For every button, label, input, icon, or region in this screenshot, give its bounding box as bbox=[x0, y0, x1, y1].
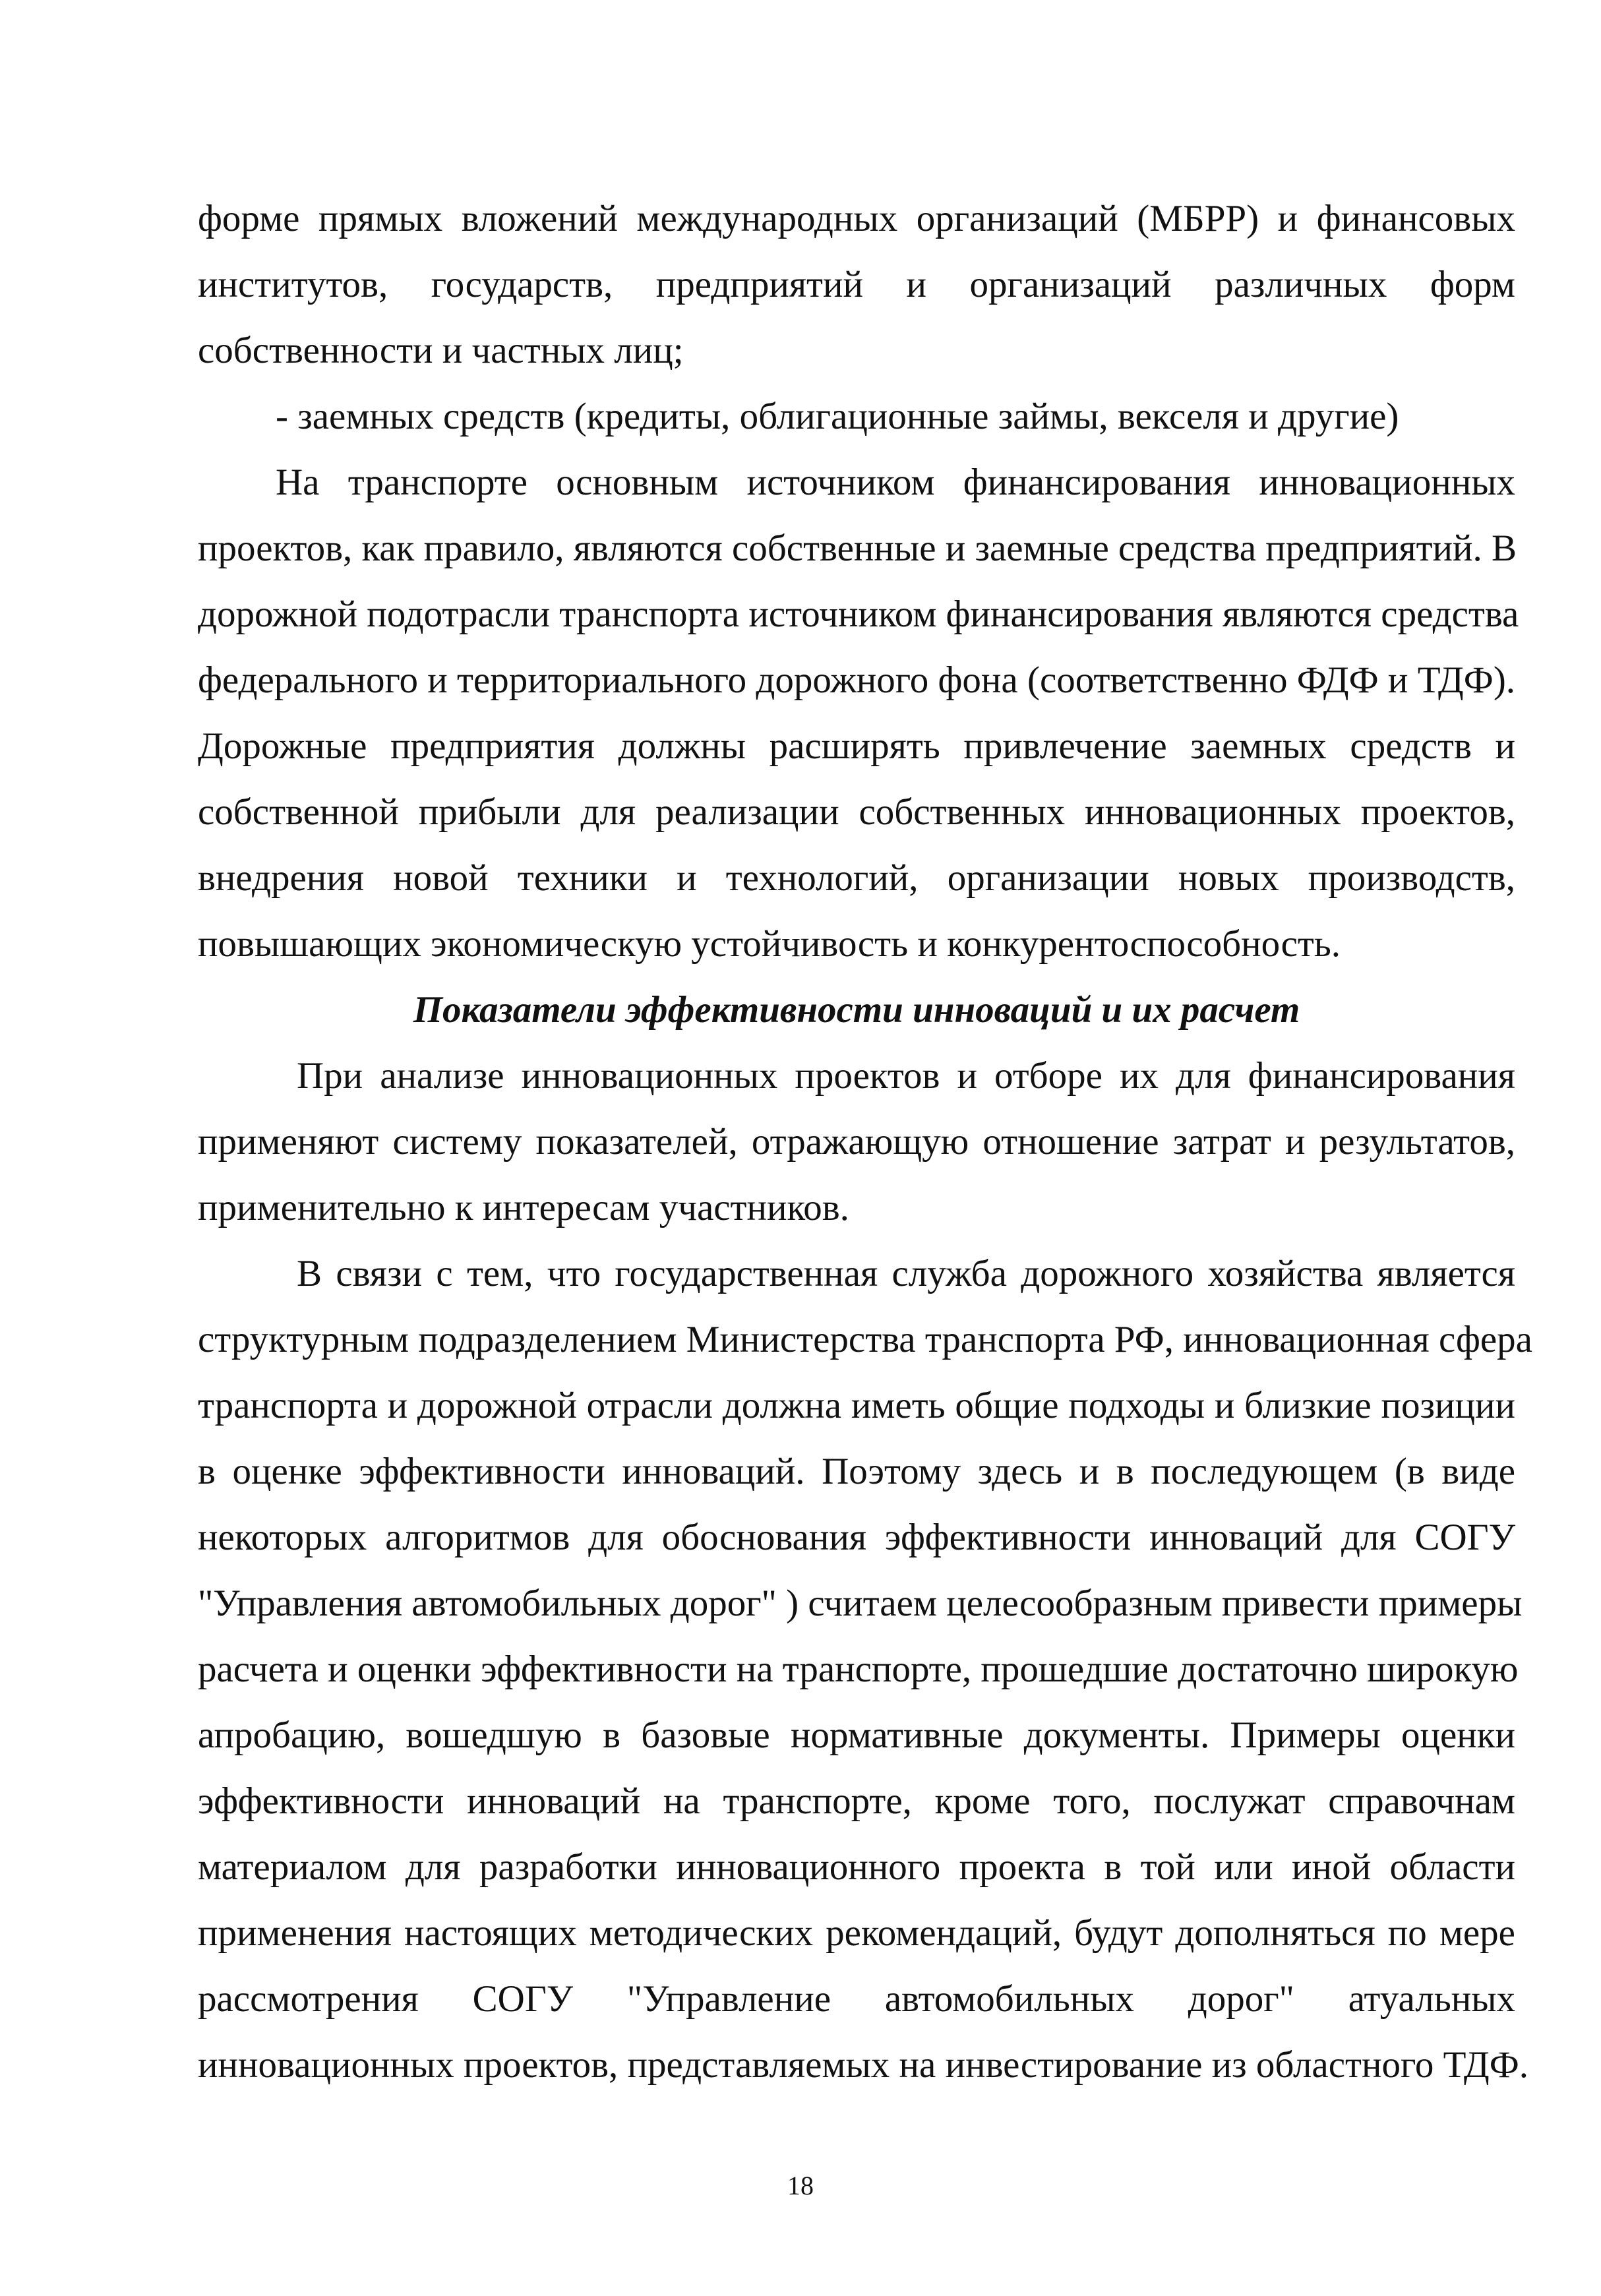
body-line: федерального и территориального дорожного фона (соответственно ФДФ и ТДФ). bbox=[198, 659, 1516, 701]
body-line: материалом для разработки инновационного проекта в той или иной области bbox=[198, 1846, 1515, 1888]
body-line: апробацию, вошедшую в базовые нормативные документы. Примеры оценки bbox=[198, 1714, 1515, 1756]
body-line: инновационных проектов, представляемых на инвестирование из областного ТДФ. bbox=[198, 2044, 1529, 2086]
body-line: в оценке эффективности инноваций. Поэтому здесь и в последующем (в виде bbox=[198, 1451, 1515, 1492]
body-line: повышающих экономическую устойчивость и конкурентоспособность. bbox=[198, 923, 1341, 965]
body-line: транспорта и дорожной отрасли должна иметь общие подходы и близкие позиции bbox=[198, 1385, 1515, 1426]
list-item-line: - заемных средств (кредиты, облигационные займы, векселя и другие) bbox=[276, 396, 1399, 437]
body-line: применительно к интересам участников. bbox=[198, 1187, 849, 1228]
body-line: форме прямых вложений международных организаций (МБРР) и финансовых bbox=[198, 198, 1515, 239]
body-line: структурным подразделением Министерства транспорта РФ, инновационная сфера bbox=[198, 1319, 1532, 1360]
body-line: проектов, как правило, являются собственные и заемные средства предприятий. В bbox=[198, 528, 1517, 569]
body-line: рассмотрения СОГУ "Управление автомобильных дорог" атуальных bbox=[198, 1978, 1515, 2020]
body-line: внедрения новой техники и технологий, организации новых производств, bbox=[198, 857, 1515, 899]
body-line: дорожной подотрасли транспорта источником финансирования являются средства bbox=[198, 593, 1519, 635]
paragraph-first-line: В связи с тем, что государственная служба дорожного хозяйства является bbox=[297, 1253, 1515, 1294]
body-line: применяют систему показателей, отражающую отношение затрат и результатов, bbox=[198, 1121, 1515, 1163]
body-line: "Управления автомобильных дорог" ) считаем целесообразным привести примеры bbox=[198, 1583, 1523, 1624]
body-line: собственной прибыли для реализации собственных инновационных проектов, bbox=[198, 791, 1515, 833]
body-line: эффективности инноваций на транспорте, кроме того, послужат справочнам bbox=[198, 1780, 1515, 1822]
body-line: расчета и оценки эффективности на транспорте, прошедшие достаточно широкую bbox=[198, 1648, 1519, 1690]
body-line: собственности и частных лиц; bbox=[198, 330, 684, 371]
page-number: 18 bbox=[787, 2171, 814, 2200]
body-line: применения настоящих методических рекомендаций, будут дополняться по мере bbox=[198, 1912, 1515, 1954]
section-heading: Показатели эффективности инноваций и их расчет bbox=[413, 989, 1300, 1031]
body-line: некоторых алгоритмов для обоснования эффективности инноваций для СОГУ bbox=[198, 1517, 1515, 1558]
paragraph-first-line: При анализе инновационных проектов и отборе их для финансирования bbox=[297, 1055, 1515, 1097]
body-line: Дорожные предприятия должны расширять привлечение заемных средств и bbox=[198, 725, 1515, 767]
body-line: институтов, государств, предприятий и организаций различных форм bbox=[198, 264, 1515, 305]
page-body bbox=[198, 186, 1532, 2098]
paragraph-first-line: На транспорте основным источником финансирования инновационных bbox=[276, 462, 1515, 503]
